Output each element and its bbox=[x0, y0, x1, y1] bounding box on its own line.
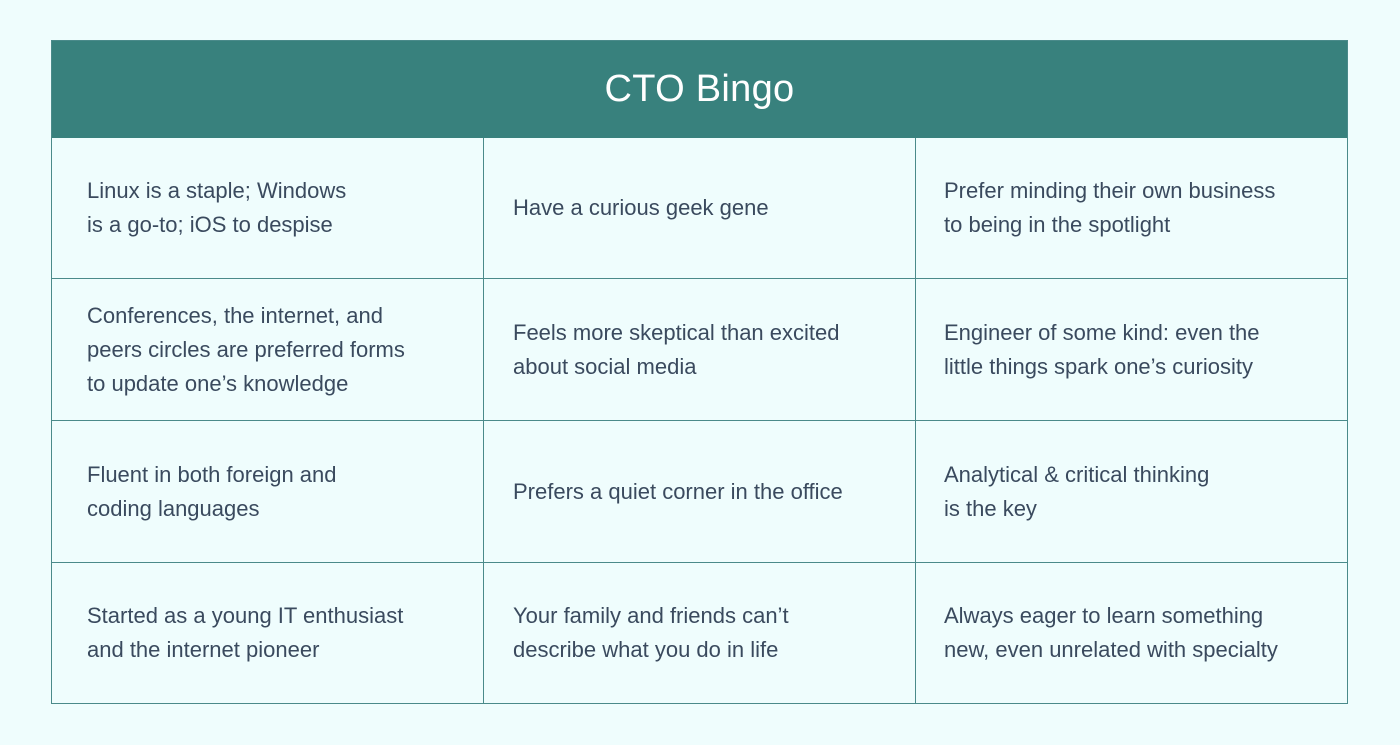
bingo-cell-text: Started as a young IT enthusiast and the internet pioneer bbox=[87, 603, 404, 662]
bingo-cell bbox=[484, 563, 916, 703]
bingo-grid bbox=[52, 138, 1347, 703]
bingo-header bbox=[52, 41, 1347, 138]
bingo-cell-text: Your family and friends can’t describe what you do in life bbox=[513, 603, 789, 662]
bingo-title: CTO Bingo bbox=[604, 68, 795, 110]
bingo-cell bbox=[916, 138, 1347, 279]
bingo-cell-text: Engineer of some kind: even the little things spark one’s curiosity bbox=[944, 319, 1260, 379]
bingo-cell bbox=[484, 138, 916, 279]
bingo-cell-text: Analytical & critical thinking is the key bbox=[944, 461, 1210, 521]
bingo-cell-text: Linux is a staple; Windows is a go-to; iOS to despise bbox=[87, 178, 347, 237]
bingo-cell bbox=[916, 421, 1347, 563]
bingo-cell bbox=[52, 563, 484, 703]
bingo-cell bbox=[52, 421, 484, 563]
bingo-cell-text: Prefer minding their own business to being in the spotlight bbox=[944, 178, 1276, 237]
bingo-card bbox=[51, 40, 1348, 704]
bingo-cell bbox=[52, 279, 484, 421]
bingo-cell bbox=[916, 279, 1347, 421]
bingo-cell bbox=[916, 563, 1347, 703]
bingo-cell-text: Always eager to learn something new, even unrelated with specialty bbox=[944, 603, 1278, 662]
bingo-cell bbox=[52, 138, 484, 279]
bingo-cell bbox=[484, 279, 916, 421]
bingo-cell-text: Fluent in both foreign and coding languages bbox=[87, 461, 337, 521]
bingo-cell-text: Conferences, the internet, and peers circles are preferred forms to update one’s knowledge bbox=[87, 302, 405, 396]
bingo-cell-text: Feels more skeptical than excited about social media bbox=[513, 319, 840, 379]
bingo-cell bbox=[484, 421, 916, 563]
bingo-cell-text: Prefers a quiet corner in the office bbox=[513, 478, 843, 504]
bingo-cell-text: Have a curious geek gene bbox=[513, 195, 769, 220]
